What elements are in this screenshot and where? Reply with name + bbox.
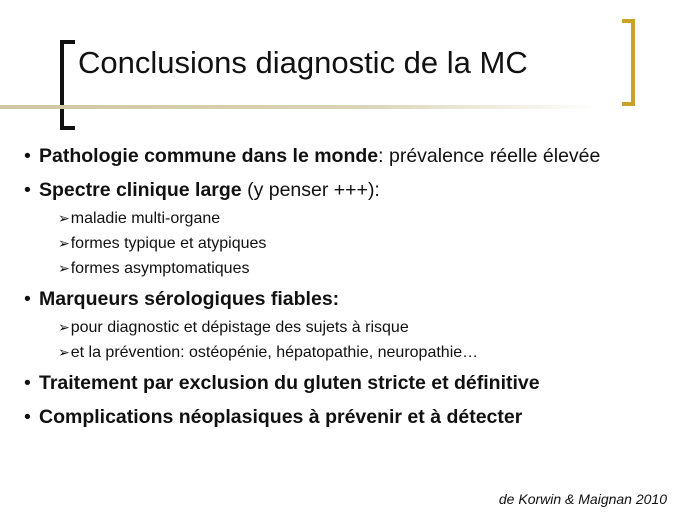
bullet-dot-icon: • [24,288,31,310]
right-bracket-decoration [622,19,635,106]
sub-bullet-text: formes asymptomatiques [70,260,250,277]
bullet-clinical-spectrum-bold: Spectre clinique large [39,179,242,201]
arrow-bullet-icon: ➢ [58,210,70,226]
bullet-complications [24,404,664,430]
bullet-list [24,143,664,438]
bullet-clinical-spectrum [24,177,664,203]
arrow-bullet-icon: ➢ [58,344,70,360]
bullet-dot-icon: • [24,179,31,201]
bullet-dot-icon: • [24,145,31,167]
sub-bullet-text: et la prévention: ostéopénie, hépatopathie, neuropathie… [70,344,479,361]
sub-bullet-asymptomatic [58,258,664,279]
arrow-bullet-icon: ➢ [58,319,70,335]
bullet-dot-icon: • [24,406,31,428]
title-underline [0,105,600,109]
sub-bullet-text: formes typique et atypiques [70,235,267,252]
citation: de Korwin & Maignan 2010 [498,491,667,507]
sub-bullet-typical-atypical [58,233,664,254]
bullet-treatment-bold: Traitement par exclusion du gluten stricte et définitive [39,372,540,394]
bullet-prevalence-bold: Pathologie commune dans le monde [39,145,379,167]
sub-bullet-text: maladie multi-organe [70,210,221,227]
bullet-serology-bold: Marqueurs sérologiques fiables: [39,288,340,310]
slide-title: Conclusions diagnostic de la MC [78,45,528,80]
bullet-dot-icon: • [24,372,31,394]
bullet-clinical-spectrum-text: (y penser +++): [241,179,380,201]
arrow-bullet-icon: ➢ [58,260,70,276]
bullet-serology [24,286,664,312]
bullet-treatment [24,370,664,396]
left-bracket-decoration [60,40,75,130]
bullet-prevalence [24,143,664,169]
sub-bullet-multi-organ [58,208,664,229]
arrow-bullet-icon: ➢ [58,235,70,251]
sub-bullet-prevention [58,342,664,363]
bullet-complications-bold: Complications néoplasiques à prévenir et à détecter [39,406,523,428]
bullet-prevalence-text: : prévalence réelle élevée [378,145,601,167]
sub-bullet-screening [58,317,664,338]
sub-bullet-text: pour diagnostic et dépistage des sujets à risque [70,319,409,336]
